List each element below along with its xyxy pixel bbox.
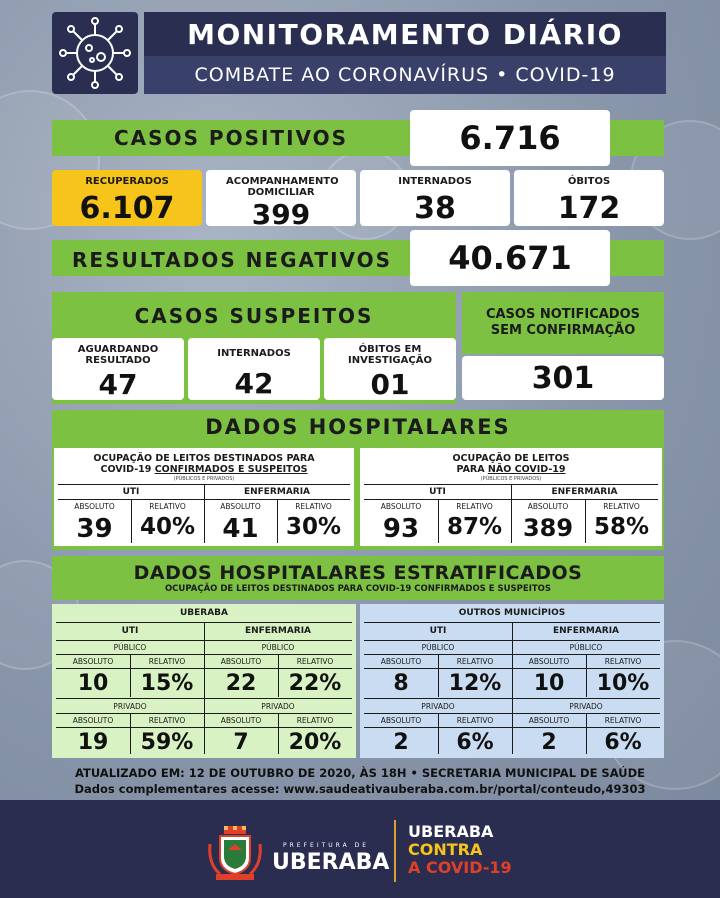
notificados-label: CASOS NOTIFICADOS SEM CONFIRMAÇÃO	[485, 307, 641, 338]
aguardando-value: 47	[98, 368, 138, 401]
hospitalares-label: DADOS HOSPITALARES	[205, 415, 511, 439]
leitos-covid-title-2a: COVID-19	[100, 463, 155, 475]
uberaba-pub-enf-abs-label: ABSOLUTO	[220, 657, 262, 666]
uberaba-enf-header: ENFERMARIA	[244, 626, 312, 636]
leitos-nao-covid-title-2b: NÃO COVID-19	[487, 463, 566, 475]
leitos-covid-uti-header: UTI	[122, 487, 140, 497]
uberaba-table	[52, 604, 356, 758]
outros-pub-enf-rel-label: RELATIVO	[604, 657, 642, 666]
notificados-value-box	[462, 356, 664, 400]
outros-uti-header: UTI	[429, 626, 447, 636]
uberaba-enf-pub: PÚBLICO	[261, 643, 295, 652]
outros-pub-enf-abs: 10	[533, 671, 565, 696]
leitos-covid-table	[54, 448, 354, 546]
leitos-nao-covid-uti-abs-label: ABSOLUTO	[380, 502, 422, 511]
internados-label: INTERNADOS	[398, 176, 472, 187]
leitos-covid-uti-rel: 40%	[139, 514, 196, 540]
obitos-investigacao-label: ÓBITOS EM INVESTIGAÇÃO	[348, 344, 432, 366]
acompanhamento-value: 399	[251, 198, 311, 231]
outros-municipios-table	[360, 604, 664, 758]
outros-uti-pub: PÚBLICO	[421, 643, 455, 652]
outros-pub-uti-rel-label: RELATIVO	[456, 657, 494, 666]
uberaba-pub-enf-abs: 22	[225, 671, 257, 696]
aguardando-card	[52, 338, 184, 400]
outros-priv-uti-abs: 2	[393, 730, 409, 755]
uberaba-uti-pub: PÚBLICO	[113, 643, 147, 652]
negativos-value-box	[410, 230, 610, 286]
uberaba-pub-uti-abs: 10	[77, 671, 109, 696]
negativos-label: RESULTADOS NEGATIVOS	[72, 248, 393, 272]
more-info-link[interactable]: Dados complementares acesse: www.saudeativauberaba.com.br/portal/conteudo,49303	[74, 782, 646, 796]
suspeitos-internados-value: 42	[234, 367, 274, 400]
leitos-covid-enf-abs: 41	[222, 514, 259, 544]
outros-priv-enf-abs: 2	[541, 730, 557, 755]
recuperados-label: RECUPERADOS	[85, 176, 169, 187]
footer-divider	[394, 820, 396, 882]
uberaba-priv-uti-rel-label: RELATIVO	[148, 716, 186, 725]
leitos-covid-enf-rel-label: RELATIVO	[295, 502, 332, 511]
uberaba-priv-enf-abs: 7	[233, 730, 249, 755]
uberaba-pub-uti-rel-label: RELATIVO	[148, 657, 186, 666]
leitos-covid-enf-header: ENFERMARIA	[243, 487, 311, 497]
outros-enf-pub: PÚBLICO	[569, 643, 603, 652]
positivos-value: 6.716	[459, 119, 561, 157]
leitos-nao-covid-enf-abs-label: ABSOLUTO	[527, 502, 569, 511]
outros-enf-priv: PRIVADO	[569, 702, 603, 711]
internados-card	[360, 170, 510, 226]
updated-text: ATUALIZADO EM: 12 DE OUTUBRO DE 2020, ÀS 18H • SECRETARIA MUNICIPAL DE SAÚDE	[74, 766, 646, 780]
page-subtitle: COMBATE AO CORONAVÍRUS • COVID-19	[194, 64, 616, 86]
outros-priv-uti-rel: 6%	[456, 730, 494, 755]
leitos-nao-covid-enf-header: ENFERMARIA	[551, 487, 618, 497]
recuperados-value: 6.107	[79, 191, 175, 226]
suspeitos-internados-card	[188, 338, 320, 400]
leitos-nao-covid-title-1: OCUPAÇÃO DE LEITOS	[452, 453, 570, 464]
uberaba-priv-enf-rel-label: RELATIVO	[296, 716, 334, 725]
prefeitura-small: PREFEITURA DE	[283, 842, 369, 849]
leitos-covid-uti-abs: 39	[76, 514, 113, 544]
outros-priv-enf-rel: 6%	[604, 730, 642, 755]
uberaba-priv-uti-abs: 19	[77, 730, 109, 755]
virus-icon	[52, 12, 138, 94]
estratificados-label: DADOS HOSPITALARES ESTRATIFICADOS	[133, 562, 583, 584]
leitos-covid-uti-abs-label: ABSOLUTO	[74, 502, 115, 511]
campaign-line-1: UBERABA	[408, 822, 494, 841]
uberaba-uti-priv: PRIVADO	[113, 702, 147, 711]
estratificados-banner	[52, 556, 664, 600]
leitos-covid-enf-abs-label: ABSOLUTO	[220, 502, 261, 511]
outros-priv-enf-abs-label: ABSOLUTO	[528, 716, 570, 725]
uberaba-enf-priv: PRIVADO	[261, 702, 295, 711]
uberaba-pub-enf-rel: 22%	[288, 671, 342, 696]
obitos-value: 172	[557, 191, 621, 226]
outros-pub-enf-rel: 10%	[596, 671, 650, 696]
leitos-covid-title-1: OCUPAÇÃO DE LEITOS DESTINADOS PARA	[93, 453, 315, 464]
aguardando-label: AGUARDANDO RESULTADO	[77, 344, 159, 366]
leitos-nao-covid-enf-abs: 389	[522, 514, 574, 542]
suspeitos-internados-label: INTERNADOS	[217, 348, 291, 359]
footer	[0, 800, 720, 898]
outros-pub-uti-abs: 8	[393, 671, 409, 696]
page-title: MONITORAMENTO DIÁRIO	[187, 17, 623, 51]
obitos-label: ÓBITOS	[567, 176, 611, 187]
estratificados-sublabel: OCUPAÇÃO DE LEITOS DESTINADOS PARA COVID-19 CONFIRMADOS E SUSPEITOS	[164, 584, 552, 594]
leitos-nao-covid-enf-rel-label: RELATIVO	[603, 502, 640, 511]
internados-value: 38	[414, 191, 456, 226]
obitos-investigacao-value: 01	[370, 368, 410, 401]
acompanhamento-label: ACOMPANHAMENTO DOMICILIAR	[226, 176, 339, 198]
outros-pub-uti-rel: 12%	[448, 671, 502, 696]
leitos-covid-enf-rel: 30%	[285, 514, 342, 540]
leitos-nao-covid-uti-rel: 87%	[446, 514, 503, 540]
outros-pub-enf-abs-label: ABSOLUTO	[528, 657, 570, 666]
suspeitos-label: CASOS SUSPEITOS	[134, 304, 374, 328]
recuperados-card	[52, 170, 202, 226]
hospitalares-banner	[52, 410, 664, 444]
leitos-covid-note: (PÚBLICOS E PRIVADOS)	[173, 475, 235, 482]
leitos-nao-covid-title-2a: PARA	[456, 463, 488, 475]
outros-enf-header: ENFERMARIA	[552, 626, 620, 636]
outros-priv-uti-abs-label: ABSOLUTO	[380, 716, 422, 725]
uberaba-priv-uti-abs-label: ABSOLUTO	[72, 716, 114, 725]
page-title-box	[144, 12, 666, 56]
notificados-value: 301	[531, 360, 595, 396]
leitos-nao-covid-enf-rel: 58%	[593, 514, 650, 540]
negativos-value: 40.671	[448, 239, 572, 277]
acompanhamento-card	[206, 170, 356, 231]
leitos-nao-covid-table	[360, 448, 662, 546]
uberaba-priv-enf-rel: 20%	[288, 730, 342, 755]
outros-priv-uti-rel-label: RELATIVO	[456, 716, 494, 725]
uberaba-pub-uti-rel: 15%	[140, 671, 194, 696]
leitos-covid-uti-rel-label: RELATIVO	[149, 502, 186, 511]
obitos-investigacao-card	[324, 338, 456, 400]
uberaba-priv-enf-abs-label: ABSOLUTO	[220, 716, 262, 725]
leitos-nao-covid-uti-header: UTI	[429, 487, 446, 497]
leitos-nao-covid-uti-rel-label: RELATIVO	[456, 502, 493, 511]
positivos-value-box	[410, 110, 610, 166]
outros-pub-uti-abs-label: ABSOLUTO	[380, 657, 422, 666]
uberaba-title: UBERABA	[179, 608, 229, 618]
leitos-nao-covid-note: (PÚBLICOS E PRIVADOS)	[480, 475, 542, 482]
uberaba-pub-enf-rel-label: RELATIVO	[296, 657, 334, 666]
page-subtitle-box	[144, 56, 666, 94]
city-coat-of-arms-icon	[206, 824, 264, 882]
obitos-card	[514, 170, 664, 226]
uberaba-priv-uti-rel: 59%	[140, 730, 194, 755]
positivos-label: CASOS POSITIVOS	[114, 126, 349, 150]
uberaba-uti-header: UTI	[121, 626, 139, 636]
campaign-line-3: A COVID-19	[408, 858, 512, 877]
notificados-banner	[462, 292, 664, 354]
prefeitura-big: UBERABA	[272, 850, 390, 875]
leitos-nao-covid-uti-abs: 93	[382, 514, 420, 544]
uberaba-pub-uti-abs-label: ABSOLUTO	[72, 657, 114, 666]
outros-uti-priv: PRIVADO	[421, 702, 455, 711]
outros-title: OUTROS MUNICÍPIOS	[458, 608, 566, 618]
outros-priv-enf-rel-label: RELATIVO	[604, 716, 642, 725]
campaign-line-2: CONTRA	[408, 840, 483, 859]
leitos-covid-title-2b: CONFIRMADOS E SUSPEITOS	[154, 463, 308, 475]
